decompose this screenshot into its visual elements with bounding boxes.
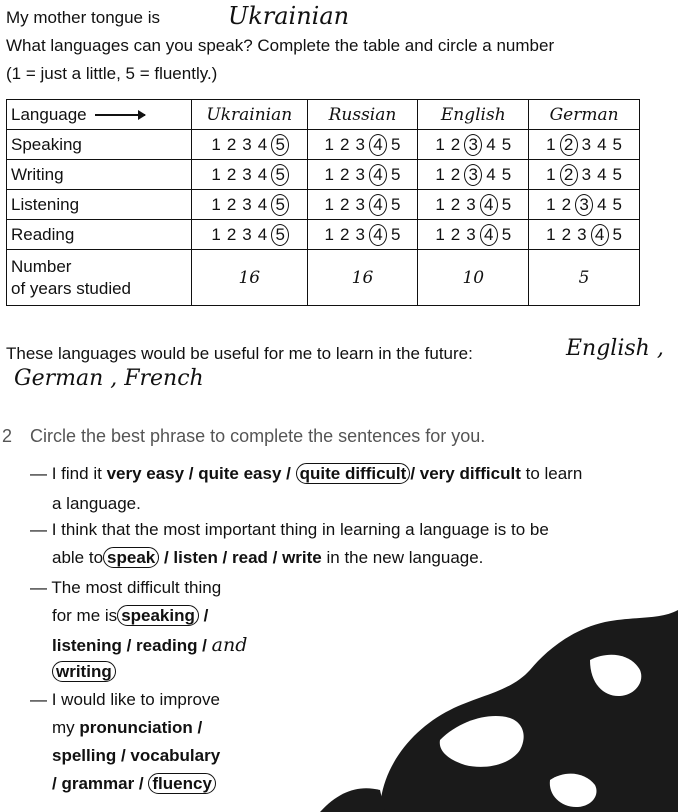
rating-number-circled[interactable]: 3 — [575, 194, 593, 216]
option[interactable]: listening / reading / — [52, 636, 207, 655]
mother-tongue-answer: Ukrainian — [228, 2, 350, 30]
rating-number-circled[interactable]: 3 — [464, 164, 482, 186]
rating-number[interactable]: 4 — [257, 164, 268, 184]
rating-number[interactable]: 3 — [581, 134, 592, 154]
rating-cell[interactable] — [192, 130, 308, 160]
sentence-text: my — [52, 718, 75, 737]
rating-cell[interactable] — [418, 220, 529, 250]
option[interactable]: pronunciation / — [79, 718, 203, 737]
option[interactable]: / listen / read / write — [163, 548, 322, 567]
sentence-4-cont3 — [52, 774, 216, 794]
rating-number[interactable]: 1 — [435, 164, 445, 184]
rating-number[interactable]: 1 — [435, 194, 445, 214]
rating-number[interactable]: 4 — [257, 224, 268, 244]
rating-number[interactable]: 1 — [324, 224, 334, 244]
rating-number-circled[interactable]: 4 — [369, 134, 387, 156]
option[interactable]: very easy / — [106, 464, 194, 483]
rating-number[interactable]: 2 — [226, 194, 237, 214]
sentence-text: The most difficult thing — [51, 578, 222, 597]
table-header-row — [7, 100, 640, 130]
rating-cell[interactable] — [192, 220, 308, 250]
rating-number[interactable]: 3 — [242, 164, 252, 184]
years-value[interactable]: 10 — [418, 250, 529, 306]
rating-number-circled[interactable]: 4 — [591, 224, 609, 246]
years-value[interactable]: 16 — [192, 250, 308, 306]
option-circled[interactable]: fluency — [148, 773, 216, 794]
rating-number[interactable]: 5 — [390, 194, 401, 214]
mother-tongue-label: My mother tongue is — [6, 8, 161, 27]
sentence-text: I would like to improve — [51, 690, 220, 709]
handwritten-and: and — [211, 634, 248, 656]
sentence-dash: — — [30, 520, 47, 539]
rating-number[interactable]: 3 — [355, 134, 365, 154]
rating-number[interactable]: 1 — [211, 224, 221, 244]
rating-cell[interactable] — [529, 220, 640, 250]
rating-number[interactable]: 1 — [435, 134, 445, 154]
rating-number-circled[interactable]: 3 — [464, 134, 482, 156]
sentence-4-cont — [52, 718, 202, 738]
rating-number[interactable]: 2 — [561, 224, 572, 244]
rating-number[interactable]: 3 — [355, 164, 365, 184]
rating-number[interactable]: 3 — [355, 224, 365, 244]
rating-number[interactable]: 4 — [486, 134, 496, 154]
sentence-text: to learn — [525, 464, 583, 483]
sentence-dash: — — [30, 464, 47, 483]
rating-number[interactable]: 2 — [450, 164, 461, 184]
sentence-dash: — — [30, 578, 47, 597]
exercise-instruction: Circle the best phrase to complete the sentences for you. — [30, 426, 486, 446]
rating-number[interactable]: 4 — [257, 134, 268, 154]
scale-note: (1 = just a little, 5 = fluently.) — [6, 64, 218, 83]
sentence-text: in the new language. — [326, 548, 484, 567]
option-circled[interactable]: speaking — [117, 605, 199, 626]
exercise-number: 2 — [2, 426, 13, 446]
rating-number[interactable]: 2 — [450, 194, 461, 214]
rating-number[interactable]: 1 — [211, 194, 221, 214]
years-label-line1: Number — [11, 256, 72, 276]
sentence-2 — [30, 520, 549, 540]
rating-number[interactable]: 5 — [612, 224, 623, 244]
sentence-1 — [30, 464, 582, 484]
rating-number[interactable]: 4 — [597, 134, 607, 154]
skill-label: Writing — [7, 160, 192, 190]
rating-number[interactable]: 1 — [211, 164, 221, 184]
rating-number[interactable]: 5 — [390, 224, 401, 244]
rating-number[interactable]: 2 — [340, 164, 350, 184]
rating-number[interactable]: 2 — [340, 194, 350, 214]
years-label-cell — [7, 250, 192, 306]
rating-number[interactable]: 2 — [340, 224, 350, 244]
right-arrow-icon — [95, 114, 145, 116]
rating-number[interactable]: 1 — [211, 134, 221, 154]
rating-number[interactable]: 3 — [466, 224, 476, 244]
rating-number[interactable]: 5 — [612, 194, 623, 214]
sentence-text: I think that the most important thing in learning a language is to be — [51, 520, 549, 539]
rating-number-circled[interactable]: 5 — [271, 164, 289, 186]
rating-number[interactable]: 3 — [466, 194, 476, 214]
rating-cell[interactable] — [529, 130, 640, 160]
skill-row-speaking — [7, 130, 640, 160]
rating-number[interactable]: 1 — [546, 224, 556, 244]
skill-label: Speaking — [7, 130, 192, 160]
sentence-dash: — — [30, 690, 47, 709]
rating-number-circled[interactable]: 5 — [271, 194, 289, 216]
rating-number[interactable]: 5 — [501, 224, 512, 244]
language-header: German — [529, 100, 640, 130]
rating-number[interactable]: 5 — [390, 134, 401, 154]
rating-number-circled[interactable]: 4 — [480, 194, 498, 216]
rating-number[interactable]: 5 — [501, 194, 512, 214]
rating-number-circled[interactable]: 4 — [369, 194, 387, 216]
option-circled[interactable]: speak — [103, 547, 159, 568]
future-label: These languages would be useful for me to learn in the future: — [6, 344, 473, 363]
sentence-3-cont3 — [52, 662, 116, 682]
rating-cell[interactable] — [307, 220, 418, 250]
rating-cell[interactable] — [418, 190, 529, 220]
option[interactable]: spelling / vocabulary — [52, 746, 221, 765]
sentence-3-cont — [52, 606, 208, 626]
question-text: What languages can you speak? Complete the table and circle a number — [6, 36, 555, 55]
rating-number[interactable]: 1 — [435, 224, 445, 244]
rating-number[interactable]: 4 — [597, 194, 607, 214]
option[interactable]: / — [203, 606, 209, 625]
animal-photo — [260, 600, 678, 812]
rating-number[interactable]: 3 — [242, 224, 252, 244]
option-circled[interactable]: quite difficult — [296, 463, 411, 484]
rating-number-circled[interactable]: 5 — [271, 224, 289, 246]
rating-number[interactable]: 3 — [242, 134, 252, 154]
rating-number[interactable]: 5 — [501, 164, 512, 184]
rating-number[interactable]: 1 — [546, 194, 556, 214]
years-label-line2: of years studied — [11, 278, 132, 298]
mother-tongue-line — [6, 8, 160, 28]
header-label-cell — [7, 100, 192, 130]
rating-cell[interactable] — [418, 160, 529, 190]
skill-row-writing — [7, 160, 640, 190]
option[interactable]: / very difficult — [410, 464, 521, 483]
rating-number[interactable]: 1 — [546, 164, 556, 184]
skill-row-reading — [7, 220, 640, 250]
rating-number[interactable]: 2 — [450, 224, 461, 244]
sentence-4-cont2 — [52, 746, 220, 766]
rating-number[interactable]: 1 — [324, 164, 334, 184]
language-header: Ukrainian — [192, 100, 308, 130]
rating-cell[interactable] — [529, 160, 640, 190]
rating-number[interactable]: 5 — [501, 134, 512, 154]
rating-number[interactable]: 4 — [486, 164, 496, 184]
rating-number[interactable]: 1 — [324, 134, 334, 154]
future-answer-2[interactable]: German , French — [14, 366, 204, 391]
rating-number-circled[interactable]: 2 — [560, 164, 578, 186]
rating-number[interactable]: 1 — [546, 134, 556, 154]
years-value[interactable]: 16 — [307, 250, 418, 306]
sentence-2-cont — [52, 548, 483, 568]
rating-number[interactable]: 5 — [612, 134, 623, 154]
option[interactable]: / grammar / — [52, 774, 144, 793]
rating-number-circled[interactable]: 2 — [560, 134, 578, 156]
rating-number[interactable]: 2 — [226, 224, 237, 244]
rating-cell[interactable] — [307, 160, 418, 190]
rating-number-circled[interactable]: 5 — [271, 134, 289, 156]
rating-number[interactable]: 4 — [257, 194, 268, 214]
rating-cell[interactable] — [192, 160, 308, 190]
rating-number[interactable]: 2 — [561, 194, 572, 214]
rating-number[interactable]: 2 — [340, 134, 350, 154]
rating-cell[interactable] — [529, 190, 640, 220]
language-table — [6, 99, 640, 306]
years-value[interactable]: 5 — [529, 250, 640, 306]
rating-number[interactable]: 3 — [577, 224, 587, 244]
rating-number[interactable]: 2 — [450, 134, 461, 154]
rating-number[interactable]: 2 — [226, 164, 237, 184]
sentence-3 — [30, 578, 221, 598]
sentence-4 — [30, 690, 220, 710]
option[interactable]: quite easy / — [198, 464, 291, 483]
rating-cell[interactable] — [418, 130, 529, 160]
rating-number[interactable]: 5 — [390, 164, 401, 184]
rating-number[interactable]: 1 — [324, 194, 334, 214]
sentence-text: I find it — [51, 464, 102, 483]
rating-number[interactable]: 3 — [581, 164, 592, 184]
language-header: Russian — [307, 100, 418, 130]
rating-number-circled[interactable]: 4 — [369, 164, 387, 186]
rating-cell[interactable] — [307, 190, 418, 220]
sentence-text: for me is — [52, 606, 118, 625]
rating-number[interactable]: 3 — [355, 194, 365, 214]
rating-cell[interactable] — [192, 190, 308, 220]
option-circled[interactable]: writing — [52, 661, 116, 682]
language-header: English — [418, 100, 529, 130]
skill-label: Reading — [7, 220, 192, 250]
years-row — [7, 250, 640, 306]
sentence-3-cont2 — [52, 634, 247, 656]
skill-row-listening — [7, 190, 640, 220]
future-answer-1[interactable]: English , — [566, 336, 664, 361]
sentence-text: able to — [52, 548, 104, 567]
rating-number[interactable]: 3 — [242, 194, 252, 214]
rating-number[interactable]: 4 — [597, 164, 607, 184]
rating-number[interactable]: 2 — [226, 134, 237, 154]
rating-cell[interactable] — [307, 130, 418, 160]
rating-number-circled[interactable]: 4 — [480, 224, 498, 246]
sentence-1-cont: a language. — [52, 494, 141, 513]
rating-number-circled[interactable]: 4 — [369, 224, 387, 246]
header-label: Language — [11, 104, 87, 124]
rating-number[interactable]: 5 — [612, 164, 623, 184]
skill-label: Listening — [7, 190, 192, 220]
